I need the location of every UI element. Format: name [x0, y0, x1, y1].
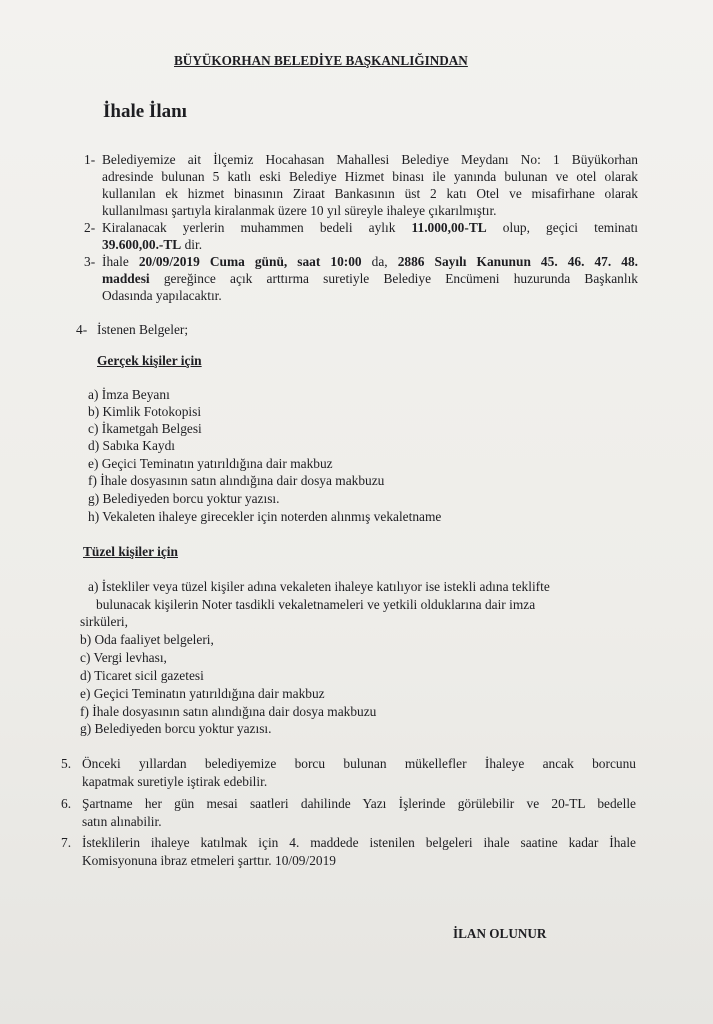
item-7-line: Komisyonuna ibraz etmeleri şarttır. 10/09/2019: [82, 853, 336, 868]
individuals-list-item: f) İhale dosyasının satın alındığına dair dosya makbuzu: [88, 473, 385, 488]
item-1-line: kullanılan ek hizmet binasının Ziraat Bankasının üst 2 katı Otel ve misafirhane olarak: [102, 186, 638, 201]
item-7-line: İsteklilerin ihaleye katılmak için 4. maddede istenilen belgeleri ihale saatine kadar İhale: [82, 835, 636, 850]
item-number: 7.: [61, 835, 72, 850]
issuer-header: BÜYÜKORHAN BELEDİYE BAŞKANLIĞINDAN: [174, 53, 468, 68]
individuals-list-item: e) Geçici Teminatın yatırıldığına dair makbuz: [88, 456, 333, 471]
item-6-line: satın alınabilir.: [82, 814, 162, 829]
item-3-line: maddesi gereğince açık arttırma suretiyle Belediye Encümeni huzurunda Başkanlık: [102, 271, 638, 286]
item-3-line: İhale 20/09/2019 Cuma günü, saat 10:00 da, 2886 Sayılı Kanunun 45. 46. 47. 48.: [102, 254, 638, 269]
item-number: 5.: [61, 756, 72, 771]
item-number: 1-: [84, 152, 96, 167]
closing-statement: İLAN OLUNUR: [453, 926, 547, 941]
required-documents-label: İstenen Belgeler;: [97, 322, 189, 337]
legal-entities-heading: Tüzel kişiler için: [83, 544, 178, 559]
item-5-line: kapatmak suretiyle iştirak edebilir.: [82, 774, 268, 789]
legal-entities-list-item: g) Belediyeden borcu yoktur yazısı.: [80, 721, 272, 736]
item-6-line: Şartname her gün mesai saatleri dahilinde Yazı İşlerinde görülebilir ve 20-TL bedelle: [82, 796, 636, 811]
legal-entities-list-item: b) Oda faaliyet belgeleri,: [80, 632, 214, 647]
individuals-heading: Gerçek kişiler için: [97, 353, 202, 368]
legal-entities-list-item: d) Ticaret sicil gazetesi: [80, 668, 204, 683]
item-2-line: Kiralanacak yerlerin muhammen bedeli aylık 11.000,00-TL olup, geçici teminatı: [102, 220, 639, 235]
legal-entities-list-item: f) İhale dosyasının satın alındığına dair dosya makbuzu: [80, 704, 377, 719]
item-5-line: Önceki yıllardan belediyemize borcu bulunan mükellefler İhaleye ancak borcunu: [82, 756, 636, 771]
individuals-list-item: a) İmza Beyanı: [88, 387, 170, 402]
legal-entities-item-a: bulunacak kişilerin Noter tasdikli vekaletnameleri ve yetkili olduklarına dair imza: [96, 597, 536, 612]
legal-entities-item-a: a) İstekliler veya tüzel kişiler adına vekaleten ihaleye katılıyor ise istekli adına teklifte: [88, 579, 550, 594]
document-title: İhale İlanı: [103, 101, 187, 122]
individuals-list-item: c) İkametgah Belgesi: [88, 421, 202, 436]
item-number: 2-: [84, 220, 96, 235]
individuals-list-item: g) Belediyeden borcu yoktur yazısı.: [88, 491, 280, 506]
item-1-line: adresinde bulunan 5 katlı eski Belediye Hizmet binası ile yanında bulunan ve otel olarak: [102, 169, 638, 184]
legal-entities-list-item: e) Geçici Teminatın yatırıldığına dair makbuz: [80, 686, 325, 701]
individuals-list-item: d) Sabıka Kaydı: [88, 438, 176, 453]
individuals-list-item: b) Kimlik Fotokopisi: [88, 404, 202, 419]
item-number: 3-: [84, 254, 96, 269]
item-number: 4-: [76, 322, 88, 337]
item-1-line: kullanılması şartıyla kiralanmak üzere 10 yıl süreyle ihaleye çıkarılmıştır.: [102, 203, 497, 218]
item-1-line: Belediyemize ait İlçemiz Hocahasan Mahallesi Belediye Meydanı No: 1 Büyükorhan: [102, 152, 638, 167]
item-number: 6.: [61, 796, 72, 811]
individuals-list-item: h) Vekaleten ihaleye girecekler için noterden alınmış vekaletname: [88, 509, 442, 524]
legal-entities-item-a: sirküleri,: [80, 614, 128, 629]
item-3-line: Odasında yapılacaktır.: [102, 288, 222, 303]
item-2-line: 39.600,00.-TL dir.: [102, 237, 203, 252]
legal-entities-list-item: c) Vergi levhası,: [80, 650, 167, 665]
